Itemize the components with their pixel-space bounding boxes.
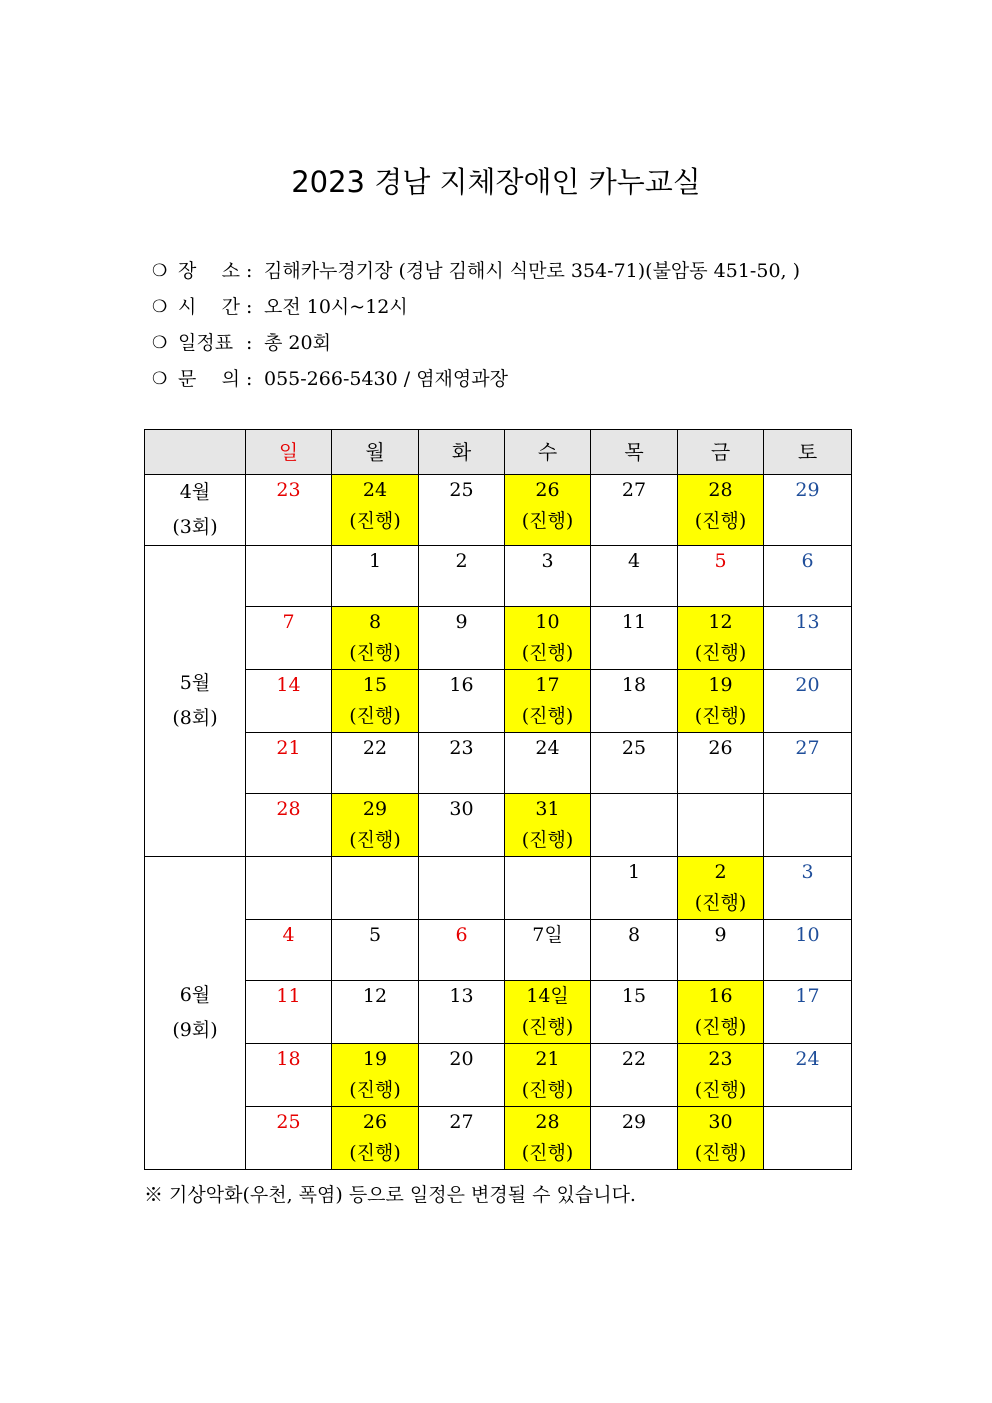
- day-number: 17: [795, 985, 820, 1007]
- info-label: [178, 365, 240, 401]
- day-number: 4: [627, 550, 641, 572]
- day-number: 10: [535, 611, 560, 633]
- info-value: 055-266-5430 / 염재영과장: [264, 368, 508, 390]
- calendar-header-row: [145, 430, 852, 475]
- circle-bullet-icon: ❍: [152, 333, 168, 353]
- empty-day-cell: [419, 857, 505, 920]
- day-cell: [246, 1107, 332, 1170]
- day-number: 27: [621, 479, 647, 501]
- day-cell: [764, 857, 852, 920]
- session-label: (진행): [349, 1142, 401, 1164]
- month-name: 6월: [179, 984, 211, 1006]
- info-label-char: 간: [221, 296, 240, 318]
- session-label: (진행): [521, 642, 574, 664]
- day-number: 15: [621, 985, 647, 1007]
- day-cell: [591, 920, 678, 981]
- day-number: 14일: [526, 985, 569, 1007]
- day-number: 5: [368, 924, 382, 946]
- day-number: 9: [714, 924, 727, 946]
- day-cell: [591, 733, 678, 794]
- session-label: (진행): [521, 1142, 574, 1164]
- month-label-cell: [145, 857, 246, 1170]
- info-row: [152, 329, 800, 365]
- day-number: 5: [714, 550, 727, 572]
- weekday-header: 수: [505, 430, 591, 475]
- day-number: 20: [795, 674, 820, 696]
- day-number: 22: [362, 737, 388, 759]
- info-label-char: 시: [178, 296, 197, 318]
- day-cell: [591, 1044, 678, 1107]
- day-number: 6: [455, 924, 468, 946]
- day-number: 23: [276, 479, 301, 501]
- day-cell: [591, 546, 678, 607]
- session-label: (진행): [694, 1016, 747, 1038]
- info-label-char: 의: [221, 368, 240, 390]
- month-session-count: (8회): [172, 707, 218, 729]
- session-label: (진행): [694, 510, 747, 532]
- session-label: (진행): [521, 510, 574, 532]
- week-row: [145, 857, 852, 920]
- day-cell: [678, 733, 764, 794]
- day-cell: [419, 794, 505, 857]
- empty-day-cell: [246, 546, 332, 607]
- day-cell: [764, 546, 852, 607]
- empty-day-cell: [246, 857, 332, 920]
- session-label: (진행): [521, 705, 574, 727]
- session-label: (진행): [694, 642, 747, 664]
- day-cell: [678, 1044, 764, 1107]
- session-label: (진행): [694, 1079, 747, 1101]
- circle-bullet-icon: ❍: [152, 297, 168, 317]
- info-label-char: 문: [178, 368, 197, 390]
- header-blank-cell: [145, 430, 246, 475]
- day-number: 27: [795, 737, 820, 759]
- day-cell: [332, 1107, 419, 1170]
- day-number: 23: [708, 1048, 733, 1070]
- day-cell: [678, 1107, 764, 1170]
- info-label-char: 소: [221, 260, 240, 282]
- day-number: 28: [276, 798, 301, 820]
- day-number: 26: [535, 479, 560, 501]
- info-row: [152, 257, 800, 293]
- info-row: [152, 365, 800, 401]
- day-cell: [332, 670, 419, 733]
- day-number: 8: [627, 924, 641, 946]
- day-number: 29: [795, 479, 820, 501]
- empty-day-cell: [505, 857, 591, 920]
- day-number: 20: [449, 1048, 474, 1070]
- day-cell: [764, 1044, 852, 1107]
- day-number: 12: [362, 985, 388, 1007]
- day-cell: [764, 920, 852, 981]
- info-label: [178, 293, 240, 329]
- weekday-header: 화: [419, 430, 505, 475]
- day-cell: [332, 475, 419, 546]
- weekday-header: 월: [332, 430, 419, 475]
- session-label: (진행): [349, 510, 401, 532]
- session-label: (진행): [521, 1016, 574, 1038]
- day-cell: [246, 670, 332, 733]
- info-colon: :: [246, 368, 253, 390]
- day-cell: [505, 1107, 591, 1170]
- day-cell: [505, 733, 591, 794]
- day-number: 7: [282, 611, 295, 633]
- day-cell: [419, 733, 505, 794]
- page-title: 2023 경남 지체장애인 카누교실: [291, 165, 701, 199]
- day-cell: [332, 794, 419, 857]
- day-cell: [591, 981, 678, 1044]
- session-label: (진행): [349, 1079, 401, 1101]
- day-number: 21: [535, 1048, 560, 1070]
- day-cell: [505, 1044, 591, 1107]
- circle-bullet-icon: ❍: [152, 369, 168, 389]
- week-row: [145, 1107, 852, 1170]
- day-cell: [419, 1107, 505, 1170]
- info-value: 김해카누경기장 (경남 김해시 식만로 354-71)(불암동 451-50, ): [264, 260, 801, 282]
- empty-day-cell: [678, 794, 764, 857]
- day-number: 11: [621, 611, 647, 633]
- day-cell: [419, 546, 505, 607]
- week-row: [145, 981, 852, 1044]
- day-cell: [591, 607, 678, 670]
- day-number: 22: [621, 1048, 647, 1070]
- weekday-header: 토: [764, 430, 852, 475]
- info-colon: :: [246, 296, 253, 318]
- month-session-count: (9회): [172, 1019, 218, 1041]
- day-number: 16: [449, 674, 474, 696]
- info-label-char: 장: [178, 260, 197, 282]
- day-cell: [246, 1044, 332, 1107]
- day-number: 29: [362, 798, 388, 820]
- day-number: 3: [801, 861, 814, 883]
- weekday-header: 목: [591, 430, 678, 475]
- day-cell: [332, 546, 419, 607]
- day-number: 4: [282, 924, 295, 946]
- info-value: 총 20회: [264, 332, 331, 354]
- session-label: (진행): [694, 1142, 747, 1164]
- weekday-header: 일: [246, 430, 332, 475]
- session-label: (진행): [521, 829, 574, 851]
- day-cell: [678, 546, 764, 607]
- day-cell: [332, 733, 419, 794]
- day-cell: [678, 981, 764, 1044]
- day-number: 18: [276, 1048, 301, 1070]
- day-number: 1: [627, 861, 641, 883]
- week-row: [145, 920, 852, 981]
- day-number: 13: [449, 985, 474, 1007]
- day-number: 25: [276, 1111, 301, 1133]
- session-label: (진행): [349, 642, 401, 664]
- day-number: 9: [455, 611, 468, 633]
- day-cell: [246, 475, 332, 546]
- month-name: 5월: [179, 672, 211, 694]
- day-cell: [678, 607, 764, 670]
- day-cell: [678, 670, 764, 733]
- day-cell: [764, 733, 852, 794]
- day-number: 24: [362, 479, 388, 501]
- day-number: 2: [714, 861, 727, 883]
- day-cell: [678, 857, 764, 920]
- day-number: 28: [708, 479, 733, 501]
- month-label-cell: [145, 546, 246, 857]
- day-number: 21: [276, 737, 301, 759]
- day-cell: [678, 475, 764, 546]
- day-number: 24: [535, 737, 560, 759]
- day-number: 30: [449, 798, 474, 820]
- day-cell: [419, 1044, 505, 1107]
- day-cell: [505, 607, 591, 670]
- day-number: 2: [455, 550, 468, 572]
- day-cell: [505, 670, 591, 733]
- day-number: 14: [276, 674, 301, 696]
- day-cell: [246, 920, 332, 981]
- day-cell: [419, 981, 505, 1044]
- info-row: [152, 293, 800, 329]
- day-cell: [505, 475, 591, 546]
- empty-day-cell: [332, 857, 419, 920]
- weekday-header: 금: [678, 430, 764, 475]
- day-number: 1: [368, 550, 382, 572]
- day-number: 26: [362, 1111, 388, 1133]
- day-cell: [505, 981, 591, 1044]
- day-number: 30: [708, 1111, 733, 1133]
- session-label: (진행): [349, 829, 401, 851]
- day-cell: [332, 920, 419, 981]
- session-label: (진행): [694, 892, 747, 914]
- day-number: 15: [362, 674, 388, 696]
- schedule-calendar: [144, 429, 852, 1170]
- day-number: 6: [801, 550, 814, 572]
- day-cell: [419, 920, 505, 981]
- day-cell: [591, 857, 678, 920]
- month-name: 4월: [179, 481, 211, 503]
- circle-bullet-icon: ❍: [152, 261, 168, 281]
- empty-day-cell: [764, 794, 852, 857]
- day-cell: [591, 670, 678, 733]
- week-row: [145, 546, 852, 607]
- day-cell: [246, 733, 332, 794]
- empty-day-cell: [764, 1107, 852, 1170]
- weather-note: ※ 기상악화(우천, 폭염) 등으로 일정은 변경될 수 있습니다.: [144, 1184, 636, 1206]
- day-cell: [246, 607, 332, 670]
- day-number: 10: [795, 924, 820, 946]
- week-row: [145, 607, 852, 670]
- day-number: 19: [362, 1048, 388, 1070]
- session-label: (진행): [694, 705, 747, 727]
- session-label: (진행): [349, 705, 401, 727]
- week-row: [145, 733, 852, 794]
- month-label-cell: [145, 475, 246, 546]
- day-cell: [419, 670, 505, 733]
- day-number: 24: [795, 1048, 820, 1070]
- day-number: 19: [708, 674, 733, 696]
- day-cell: [419, 475, 505, 546]
- week-row: [145, 670, 852, 733]
- week-row: [145, 1044, 852, 1107]
- day-cell: [764, 607, 852, 670]
- day-number: 7일: [532, 924, 563, 946]
- day-cell: [591, 475, 678, 546]
- day-number: 23: [449, 737, 474, 759]
- empty-day-cell: [591, 794, 678, 857]
- day-number: 29: [621, 1111, 647, 1133]
- day-cell: [419, 607, 505, 670]
- info-label: 일정표: [178, 332, 234, 354]
- day-cell: [332, 981, 419, 1044]
- day-cell: [505, 794, 591, 857]
- day-number: 16: [708, 985, 733, 1007]
- day-number: 31: [535, 798, 560, 820]
- info-value: 오전 10시~12시: [264, 296, 408, 318]
- day-cell: [505, 920, 591, 981]
- info-label: [178, 257, 240, 293]
- day-number: 25: [449, 479, 474, 501]
- day-number: 8: [368, 611, 382, 633]
- day-cell: [591, 1107, 678, 1170]
- day-number: 13: [795, 611, 820, 633]
- day-number: 18: [621, 674, 647, 696]
- day-cell: [246, 794, 332, 857]
- day-number: 27: [449, 1111, 474, 1133]
- day-cell: [764, 670, 852, 733]
- day-cell: [332, 1044, 419, 1107]
- day-number: 3: [541, 550, 554, 572]
- day-number: 26: [708, 737, 733, 759]
- month-session-count: (3회): [172, 516, 218, 538]
- day-cell: [764, 475, 852, 546]
- day-number: 25: [621, 737, 647, 759]
- day-cell: [332, 607, 419, 670]
- info-list: [152, 257, 800, 401]
- session-label: (진행): [521, 1079, 574, 1101]
- day-number: 11: [276, 985, 301, 1007]
- day-number: 28: [535, 1111, 560, 1133]
- week-row: [145, 475, 852, 546]
- day-number: 17: [535, 674, 560, 696]
- day-cell: [505, 546, 591, 607]
- day-cell: [764, 981, 852, 1044]
- info-colon: :: [246, 260, 253, 282]
- week-row: [145, 794, 852, 857]
- info-colon: :: [246, 332, 253, 354]
- day-number: 12: [708, 611, 733, 633]
- day-cell: [678, 920, 764, 981]
- day-cell: [246, 981, 332, 1044]
